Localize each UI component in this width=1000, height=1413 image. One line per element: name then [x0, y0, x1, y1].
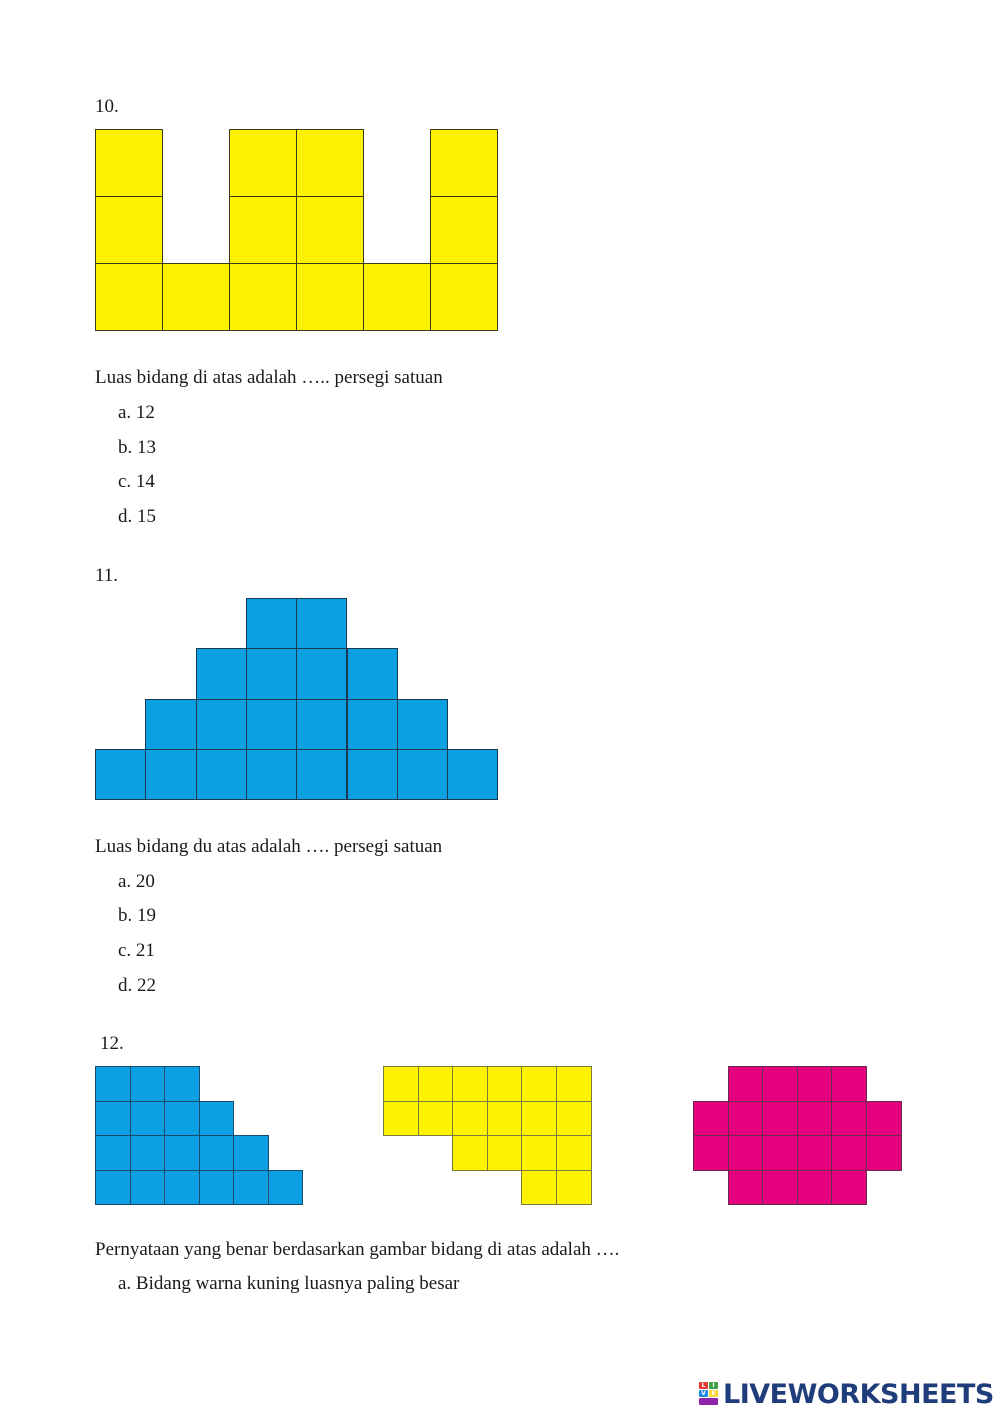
grid-cell: [397, 749, 448, 800]
grid-cell: [130, 1101, 166, 1137]
grid-cell: [95, 1170, 131, 1206]
grid-cell: [693, 1101, 729, 1137]
grid-cell: [145, 699, 196, 750]
grid-cell: [383, 1066, 419, 1102]
grid-cell: [199, 1135, 235, 1171]
grid-cell: [296, 263, 364, 331]
grid-cell: [521, 1066, 557, 1102]
grid-cell: [196, 648, 247, 699]
grid-cell: [95, 129, 163, 197]
grid-cell: [866, 1135, 902, 1171]
question-12-option-a[interactable]: a. Bidang warna kuning luasnya paling besar: [118, 1273, 460, 1294]
grid-cell: [296, 129, 364, 197]
grid-cell: [268, 1170, 304, 1206]
logo-bar: [699, 1398, 718, 1405]
grid-cell: [693, 1135, 729, 1171]
grid-cell: [797, 1101, 833, 1137]
grid-cell: [164, 1135, 200, 1171]
logo-letter-i: I: [709, 1382, 718, 1389]
grid-cell: [430, 196, 498, 264]
grid-cell: [296, 196, 364, 264]
grid-cell: [130, 1170, 166, 1206]
grid-cell: [164, 1170, 200, 1206]
grid-cell: [199, 1101, 235, 1137]
logo-letter-l: L: [699, 1382, 708, 1389]
question-10-option-a[interactable]: a. 12: [118, 402, 155, 423]
liveworksheets-logo[interactable]: [699, 1379, 994, 1409]
grid-cell: [164, 1101, 200, 1137]
grid-cell: [164, 1066, 200, 1102]
grid-cell: [521, 1101, 557, 1137]
grid-cell: [296, 598, 347, 649]
grid-cell: [162, 263, 230, 331]
grid-cell: [452, 1135, 488, 1171]
grid-cell: [347, 648, 398, 699]
grid-cell: [95, 1135, 131, 1171]
grid-cell: [762, 1101, 798, 1137]
grid-cell: [762, 1066, 798, 1102]
grid-cell: [296, 648, 347, 699]
grid-cell: [762, 1135, 798, 1171]
grid-cell: [866, 1101, 902, 1137]
logo-letter-v: V: [699, 1390, 708, 1397]
grid-cell: [556, 1101, 592, 1137]
grid-cell: [383, 1101, 419, 1137]
grid-cell: [521, 1170, 557, 1206]
grid-cell: [418, 1101, 454, 1137]
grid-cell: [95, 263, 163, 331]
grid-cell: [95, 196, 163, 264]
grid-cell: [296, 749, 347, 800]
question-10-option-c[interactable]: c. 14: [118, 471, 155, 492]
grid-cell: [363, 263, 431, 331]
grid-cell: [728, 1101, 764, 1137]
grid-cell: [728, 1170, 764, 1206]
grid-cell: [430, 263, 498, 331]
grid-cell: [229, 196, 297, 264]
question-11-option-c[interactable]: c. 21: [118, 940, 155, 961]
grid-cell: [246, 749, 297, 800]
grid-cell: [728, 1066, 764, 1102]
grid-cell: [95, 1066, 131, 1102]
question-11-number: 11.: [95, 565, 119, 586]
grid-cell: [797, 1135, 833, 1171]
grid-cell: [233, 1135, 269, 1171]
grid-cell: [196, 699, 247, 750]
grid-cell: [347, 699, 398, 750]
grid-cell: [447, 749, 498, 800]
grid-cell: [831, 1135, 867, 1171]
grid-cell: [521, 1135, 557, 1171]
question-10-option-d[interactable]: d. 15: [118, 506, 156, 527]
question-11-option-b[interactable]: b. 19: [118, 905, 156, 926]
question-10-option-b[interactable]: b. 13: [118, 437, 156, 458]
question-10-text: Luas bidang di atas adalah ….. persegi satuan: [95, 367, 443, 388]
grid-cell: [196, 749, 247, 800]
grid-cell: [246, 648, 297, 699]
question-11-text: Luas bidang du atas adalah …. persegi satuan: [95, 836, 443, 857]
grid-cell: [229, 263, 297, 331]
logo-letter-e: E: [709, 1390, 718, 1397]
grid-cell: [831, 1066, 867, 1102]
grid-cell: [487, 1066, 523, 1102]
grid-cell: [145, 749, 196, 800]
liveworksheets-logo-icon: [699, 1381, 721, 1407]
grid-cell: [418, 1066, 454, 1102]
grid-cell: [831, 1170, 867, 1206]
grid-cell: [556, 1135, 592, 1171]
grid-cell: [246, 699, 297, 750]
grid-cell: [728, 1135, 764, 1171]
grid-cell: [487, 1101, 523, 1137]
grid-cell: [233, 1170, 269, 1206]
grid-cell: [397, 699, 448, 750]
question-12-figure-magenta-shape: [693, 1066, 902, 1205]
grid-cell: [556, 1066, 592, 1102]
question-12-figure-blue-staircase: [95, 1066, 303, 1205]
grid-cell: [199, 1170, 235, 1206]
grid-cell: [556, 1170, 592, 1206]
grid-cell: [487, 1135, 523, 1171]
grid-cell: [296, 699, 347, 750]
grid-cell: [130, 1066, 166, 1102]
grid-cell: [452, 1066, 488, 1102]
question-10-number: 10.: [95, 96, 119, 117]
question-12-number: 12.: [100, 1033, 124, 1054]
grid-cell: [229, 129, 297, 197]
grid-cell: [95, 1101, 131, 1137]
question-11-figure-blue-grid: [95, 598, 498, 800]
question-12-text: Pernyataan yang benar berdasarkan gambar bidang di atas adalah ….: [95, 1239, 620, 1260]
question-11-option-d[interactable]: d. 22: [118, 975, 156, 996]
liveworksheets-logo-text: LIVEWORKSHEETS: [723, 1378, 994, 1410]
grid-cell: [347, 749, 398, 800]
grid-cell: [762, 1170, 798, 1206]
grid-cell: [130, 1135, 166, 1171]
grid-cell: [95, 749, 146, 800]
grid-cell: [797, 1170, 833, 1206]
grid-cell: [246, 598, 297, 649]
grid-cell: [831, 1101, 867, 1137]
grid-cell: [452, 1101, 488, 1137]
grid-cell: [797, 1066, 833, 1102]
question-11-option-a[interactable]: a. 20: [118, 871, 155, 892]
grid-cell: [430, 129, 498, 197]
